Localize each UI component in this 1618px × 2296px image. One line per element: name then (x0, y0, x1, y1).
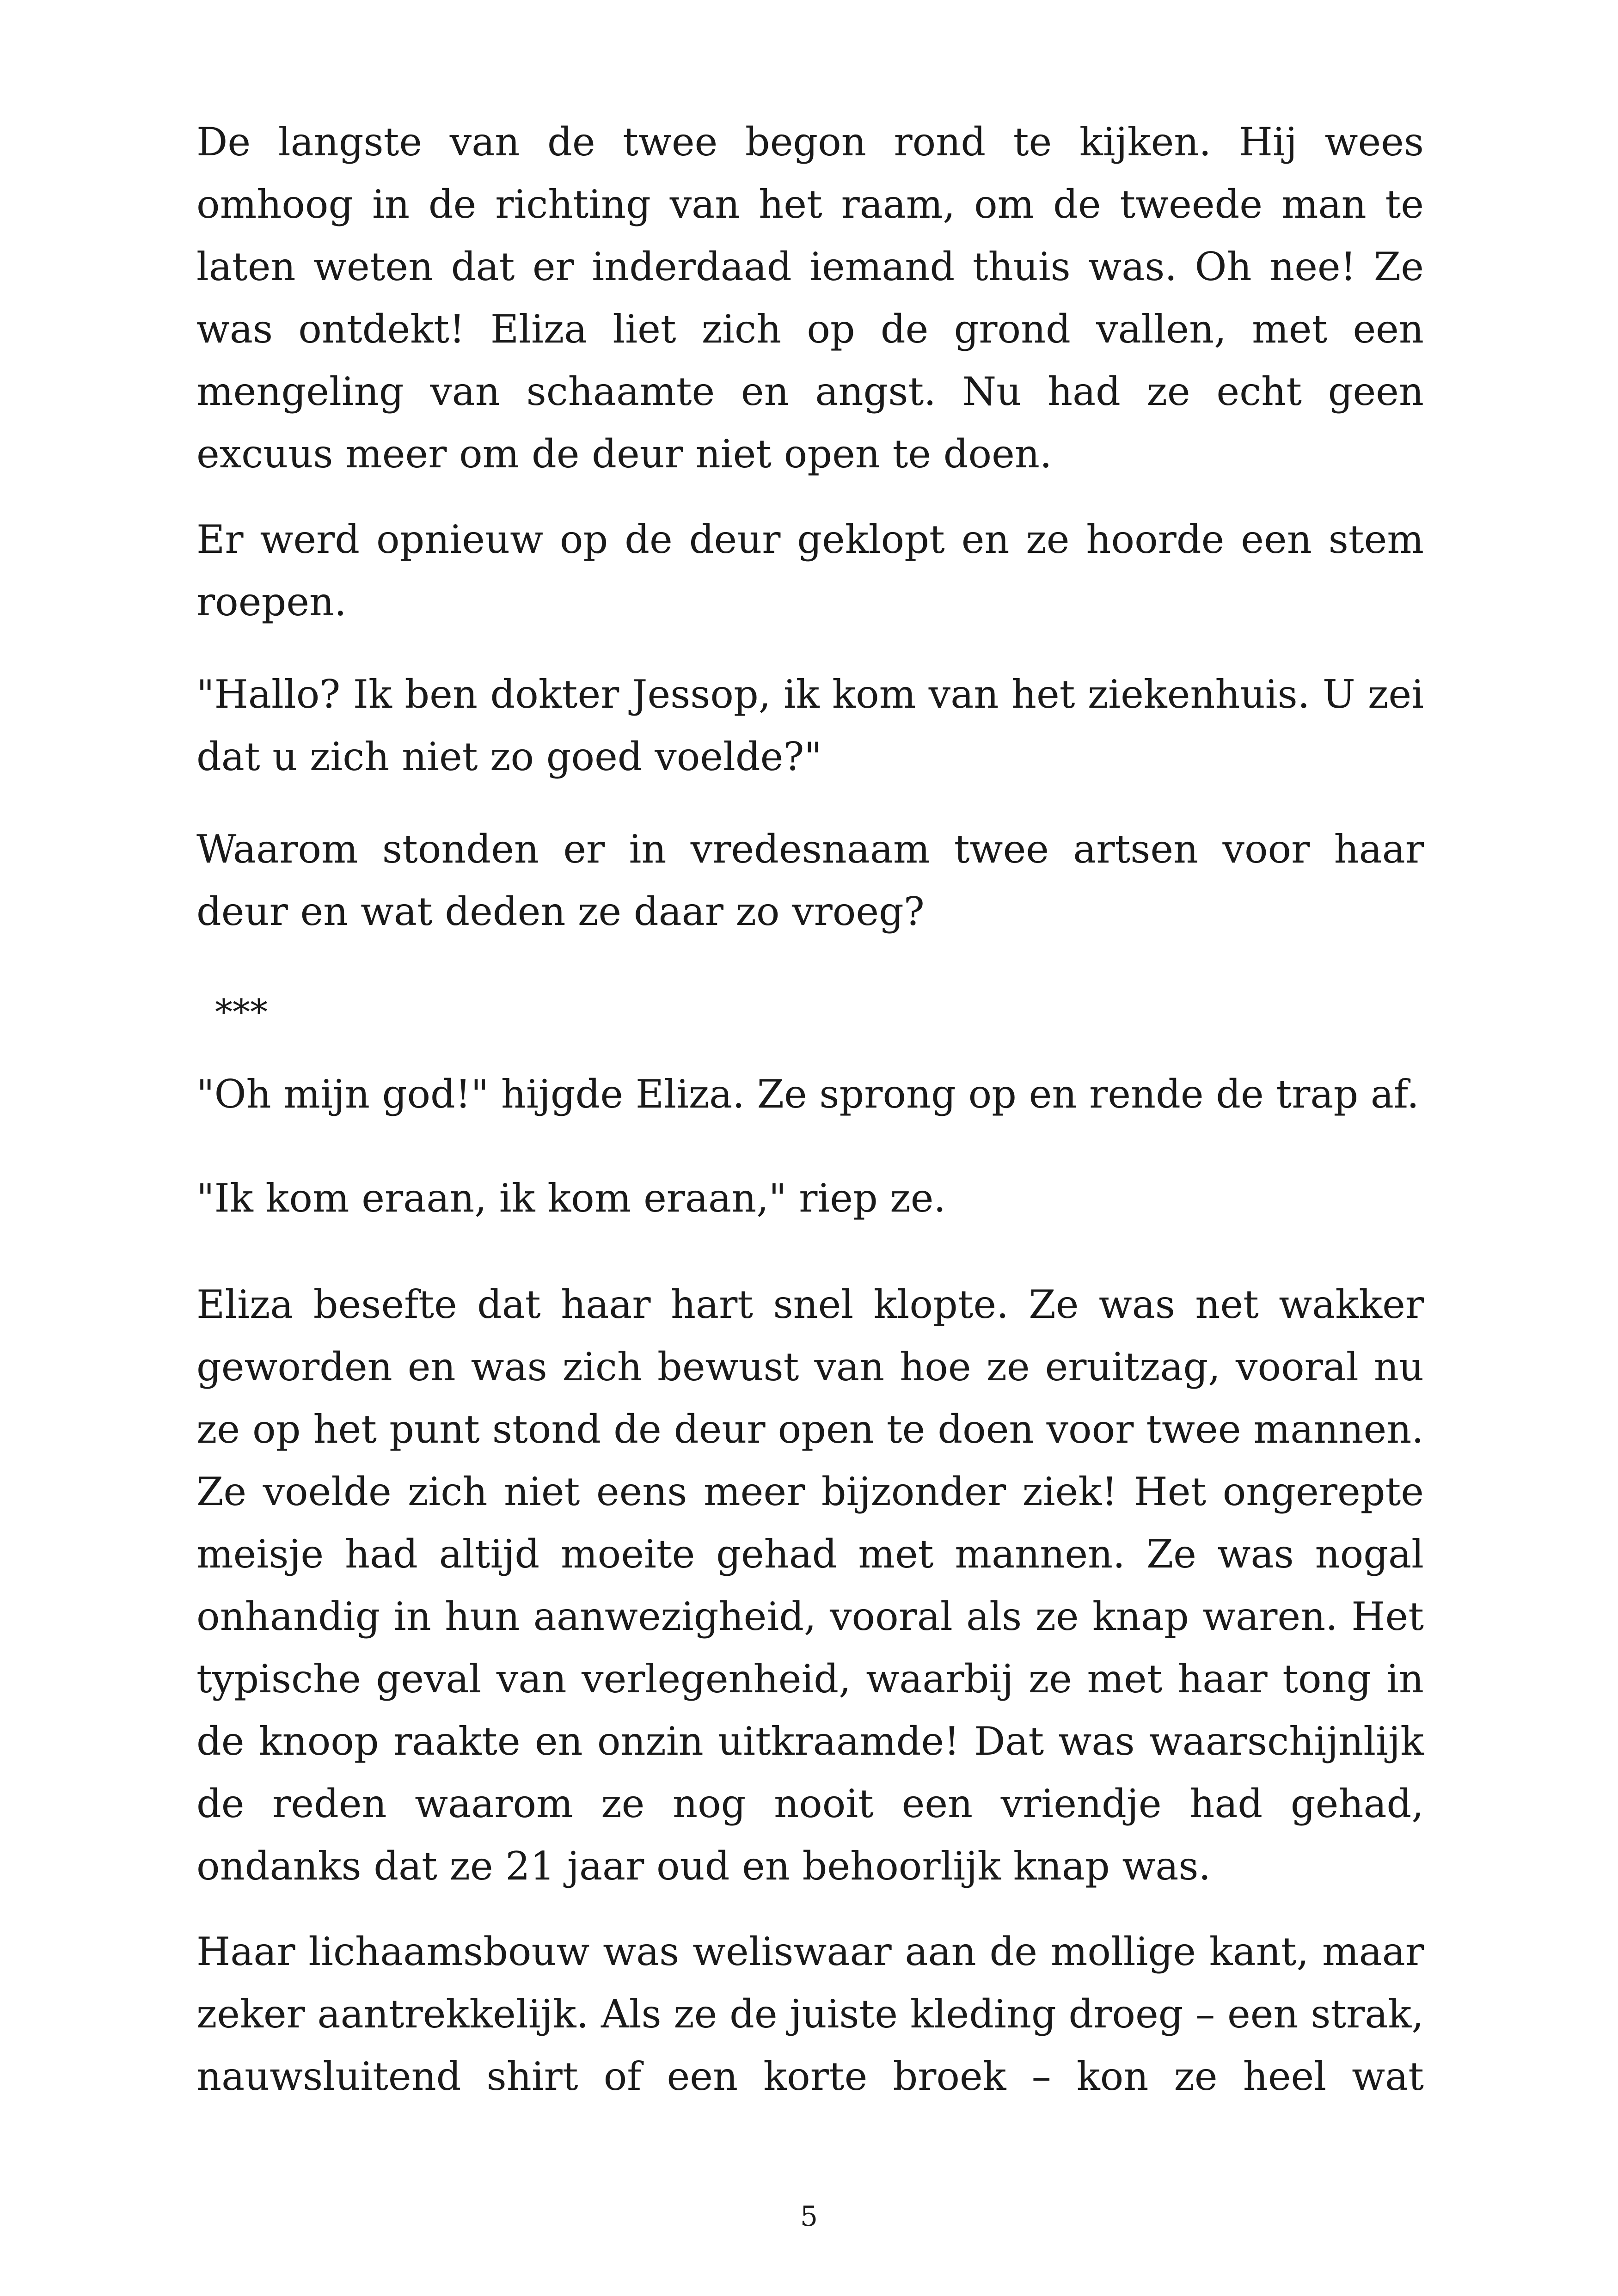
paragraph-1: De langste van de twee begon rond te kijken. Hij wees omhoog in de richting van het raam, om de tweede man te laten weten dat er inderdaad iemand thuis was. Oh nee! Ze was ontdekt! Eliza liet zich op de grond vallen, met een mengeling van schaamte en angst. Nu had ze echt geen excuus meer om de deur niet open te doen. (196, 119, 1424, 477)
paragraph-8: Haar lichaamsbouw was weliswaar aan de mollige kant, maar zeker aantrekkelijk. Als ze de juiste kleding droeg – een strak, nauwsluitend shirt of een korte broek – kon ze heel wat (196, 1929, 1424, 2099)
paragraph-4: Waarom stonden er in vredesnaam twee artsen voor haar deur en wat deden ze daar zo vroeg? (196, 827, 1424, 934)
paragraph-6: "Ik kom eraan, ik kom eraan," riep ze. (196, 1176, 946, 1221)
paragraph-5: "Oh mijn god!" hijgde Eliza. Ze sprong op en rende de trap af. (196, 1071, 1419, 1117)
paragraph-7: Eliza besefte dat haar hart snel klopte. Ze was net wakker geworden en was zich bewust van hoe ze eruitzag, vooral nu ze op het punt stond de deur open te doen voor twee mannen. Ze voelde zich niet eens meer bijzonder ziek! Het ongerepte meisje had altijd moeite gehad met mannen. Ze was nogal onhandig in hun aanwezigheid, vooral als ze knap waren. Het typische geval van verlegenheid, waarbij ze met haar tong in de knoop raakte en onzin uitkraamde! Dat was waarschijnlijk de reden waarom ze nog nooit een vriendje had gehad, ondanks dat ze 21 jaar oud en behoorlijk knap was. (196, 1282, 1424, 1889)
paragraph-2: Er werd opnieuw op de deur geklopt en ze hoorde een stem roepen. (196, 517, 1424, 625)
paragraph-3: "Hallo? Ik ben dokter Jessop, ik kom van het ziekenhuis. U zei dat u zich niet zo goed voelde?" (196, 672, 1424, 779)
section-separator: *** (215, 992, 268, 1033)
page-number: 5 (800, 2200, 818, 2233)
